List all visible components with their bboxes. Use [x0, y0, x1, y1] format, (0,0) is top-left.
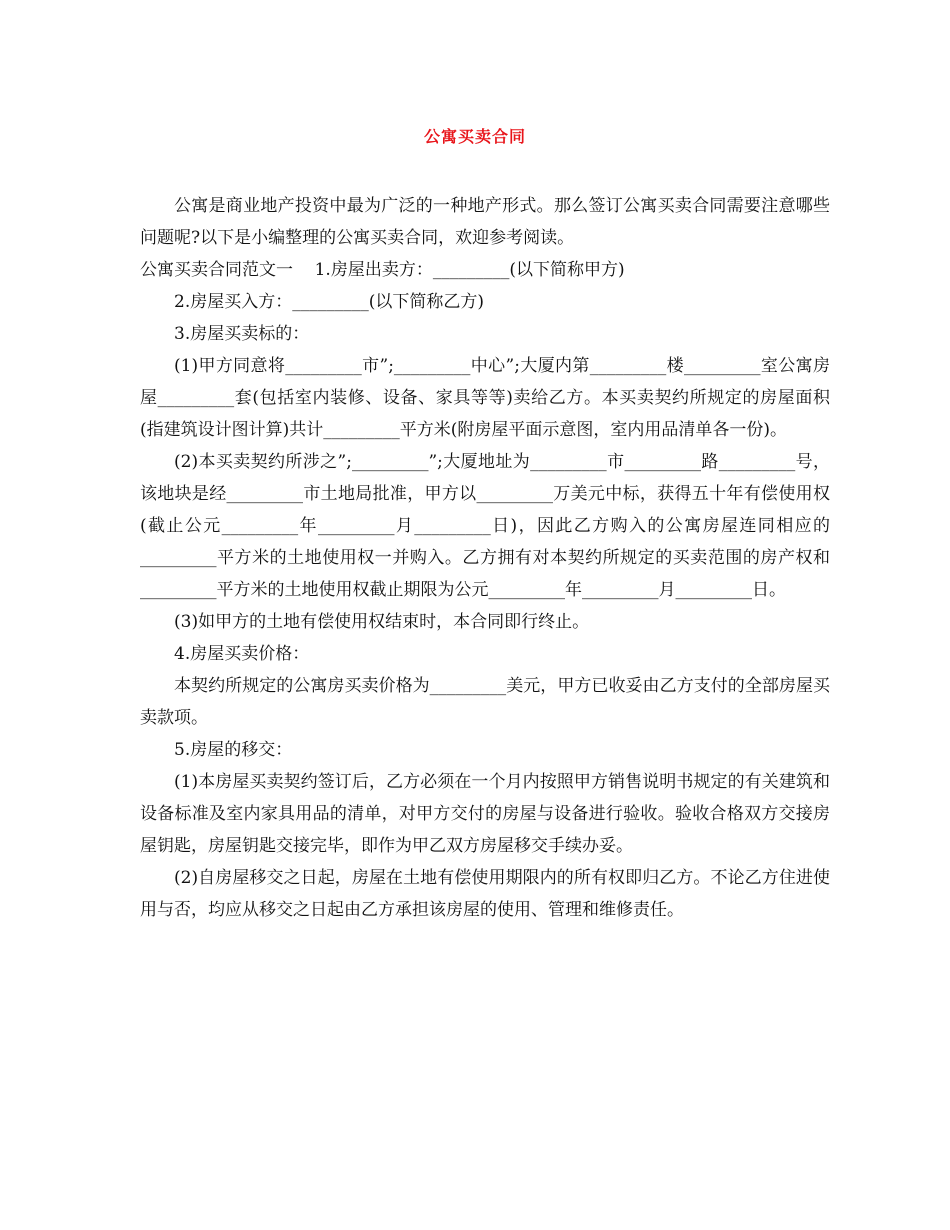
paragraph-subject-2: (2)本买卖契约所涉之”;_________”;大厦地址为_________市_________路_________号，该地块是经_________市土地局批准，甲方以_________万美元中标，获得五十年有偿使用权(截止公元_________年_________月_________日)，因此乙方购入的公寓房屋连同相应的_________平方米的土地使用权一并购入。乙方拥有对本契约所规定的买卖范围的房产权和_________平方米的土地使用权截止期限为公元_________年_________月_________日。: [140, 452, 830, 600]
paragraph-handover-2: (2)自房屋移交之日起，房屋在土地有偿使用期限内的所有权即归乙方。不论乙方住进使用与否，均应从移交之日起由乙方承担该房屋的使用、管理和维修责任。: [140, 868, 830, 920]
document-body: [140, 190, 830, 926]
paragraph-handover-1: (1)本房屋买卖契约签订后，乙方必须在一个月内按照甲方销售说明书规定的有关建筑和设备标准及室内家具用品的清单，对甲方交付的房屋与设备进行验收。验收合格双方交接房屋钥匙，房屋钥匙交接完毕，即作为甲乙双方房屋移交手续办妥。: [140, 772, 830, 856]
paragraph-price-heading: 4.房屋买卖价格：: [174, 644, 310, 664]
paragraph-subject-1: (1)甲方同意将_________市”;_________中心”;大厦内第_________楼_________室公寓房屋_________套(包括室内装修、设备、家具等等)卖给乙方。本买卖契约所规定的房屋面积(指建筑设计图计算)共计_________平方米(附房屋平面示意图，室内用品清单各一份)。: [140, 356, 830, 440]
paragraph-subject-heading: 3.房屋买卖标的：: [174, 324, 310, 344]
document-title: 公寓买卖合同: [423, 127, 526, 146]
paragraph-buyer: 2.房屋买入方：_________(以下简称乙方): [174, 292, 484, 312]
paragraph-subject-3: (3)如甲方的土地有偿使用权结束时，本合同即行终止。: [174, 612, 590, 632]
paragraph-seller: 公寓买卖合同范文一 1.房屋出卖方：_________(以下简称甲方): [140, 260, 625, 280]
paragraph-price: 本契约所规定的公寓房买卖价格为_________美元，甲方已收妥由乙方支付的全部房屋买卖款项。: [140, 676, 830, 728]
paragraph-handover-heading: 5.房屋的移交：: [174, 740, 293, 760]
paragraph-intro: 公寓是商业地产投资中最为广泛的一种地产形式。那么签订公寓买卖合同需要注意哪些问题呢?以下是小编整理的公寓买卖合同，欢迎参考阅读。: [140, 196, 830, 248]
